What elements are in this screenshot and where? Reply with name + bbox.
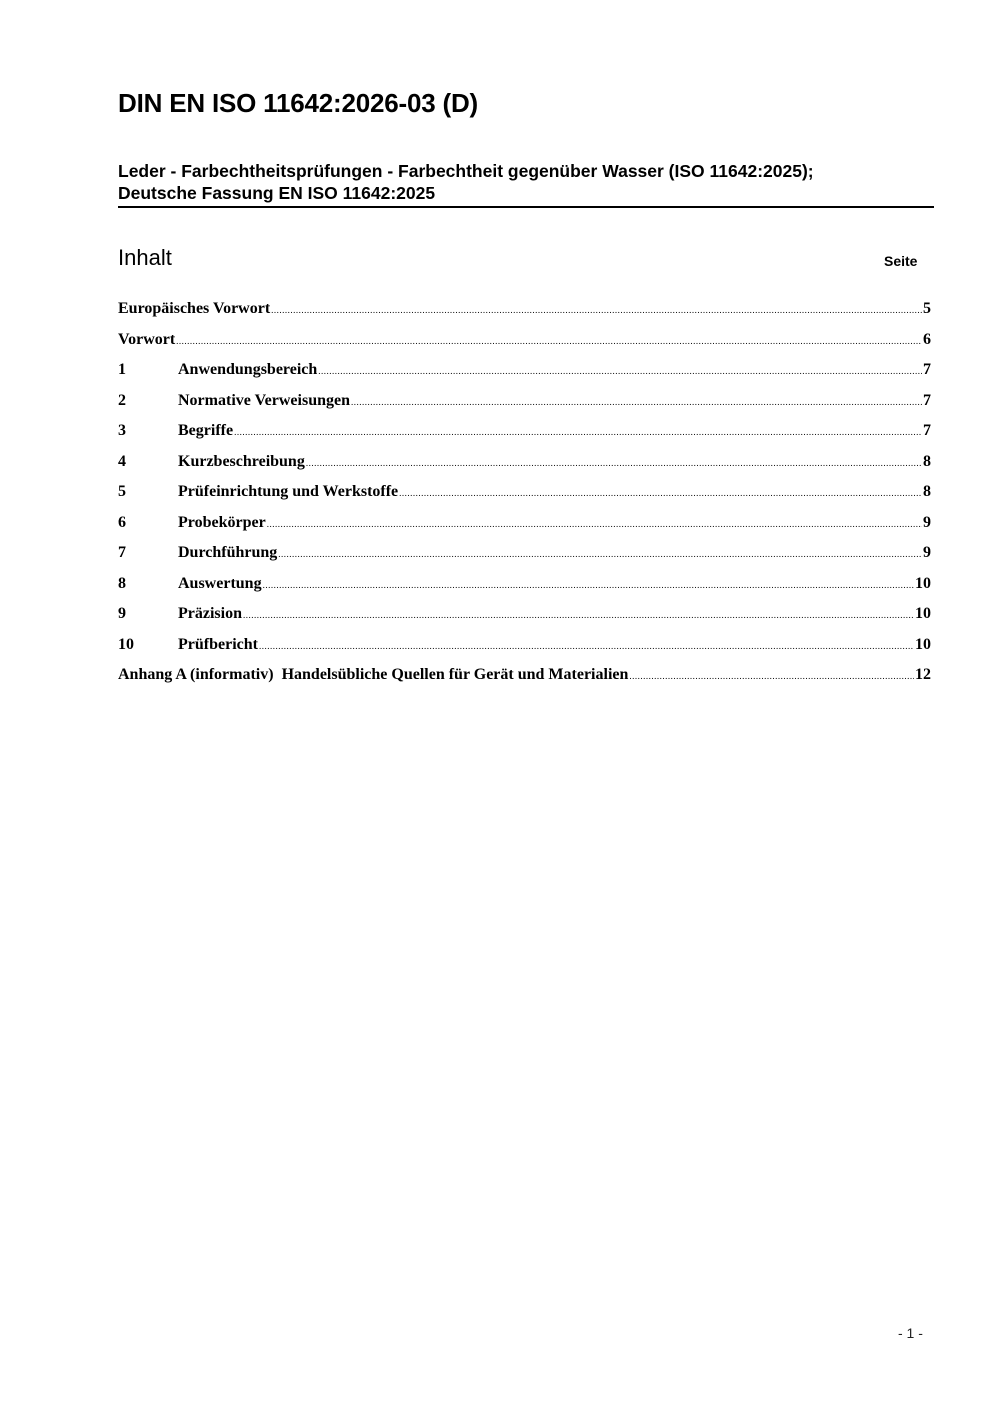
toc-entry-vorwort[interactable] (118, 331, 931, 362)
toc-entry-number: 3 (118, 422, 126, 439)
toc-entry-page: 7 (923, 391, 931, 409)
toc-entry-title: Probekörper (178, 513, 266, 531)
toc-entry-praezision[interactable] (118, 605, 931, 636)
table-of-contents (118, 300, 931, 697)
toc-entry-number: 8 (118, 574, 126, 592)
toc-entry-number: 1 (118, 361, 126, 378)
toc-dot-leader (399, 488, 922, 498)
toc-entry-pruefeinrichtung[interactable] (118, 483, 931, 514)
toc-entry-page: 9 (923, 513, 931, 531)
toc-entry-title: Anwendungsbereich (178, 361, 318, 378)
toc-entry-title: Anhang A (informativ) Handelsübliche Quellen für Gerät und Materialien (118, 666, 629, 683)
toc-entry-title: Prüfbericht (178, 635, 258, 653)
toc-entry-title: Vorwort (118, 330, 176, 348)
toc-entry-number: 9 (118, 605, 126, 622)
toc-dot-leader (318, 366, 922, 376)
toc-dot-leader (278, 549, 922, 559)
toc-entry-probekoerper[interactable] (118, 514, 931, 545)
toc-entry-page: 10 (915, 605, 931, 622)
subtitle-line-2: Deutsche Fassung EN ISO 11642:2025 (118, 183, 436, 203)
toc-entry-page: 12 (915, 666, 931, 683)
toc-entry-title: Durchführung (178, 544, 278, 561)
toc-entry-pruefbericht[interactable] (118, 636, 931, 667)
toc-entry-page: 7 (923, 361, 931, 378)
document-subtitle (118, 160, 934, 208)
toc-entry-number: 2 (118, 391, 126, 409)
toc-entry-page: 7 (923, 422, 931, 439)
toc-entry-number: 10 (118, 635, 134, 653)
toc-entry-anwendungsbereich[interactable] (118, 361, 931, 392)
toc-entry-title: Kurzbeschreibung (178, 452, 305, 470)
toc-dot-leader (263, 580, 914, 590)
toc-dot-leader (351, 397, 922, 407)
toc-entry-number: 6 (118, 513, 126, 531)
toc-dot-leader (243, 610, 914, 620)
toc-entry-page: 10 (915, 635, 931, 653)
toc-entry-begriffe[interactable] (118, 422, 931, 453)
toc-entry-title: Präzision (178, 605, 242, 622)
toc-entry-page: 5 (923, 300, 931, 317)
toc-entry-number: 4 (118, 452, 126, 470)
toc-dot-leader (629, 671, 914, 681)
toc-dot-leader (259, 641, 914, 651)
subtitle-line-1: Leder - Farbechtheitsprüfungen - Farbechtheit gegenüber Wasser (ISO 11642:2025); (118, 161, 814, 181)
toc-entry-kurzbeschreibung[interactable] (118, 453, 931, 484)
toc-entry-title: Prüfeinrichtung und Werkstoffe (178, 483, 399, 500)
toc-entry-durchfuehrung[interactable] (118, 544, 931, 575)
toc-dot-leader (176, 336, 922, 346)
toc-entry-page: 8 (923, 483, 931, 500)
toc-page-column-label: Seite (884, 253, 918, 269)
toc-entry-title: Begriffe (178, 422, 234, 439)
page-number: - 1 - (898, 1325, 923, 1341)
toc-dot-leader (267, 519, 922, 529)
toc-entry-title: Europäisches Vorwort (118, 300, 271, 317)
toc-entry-auswertung[interactable] (118, 575, 931, 606)
toc-dot-leader (306, 458, 922, 468)
toc-entry-europaeisches-vorwort[interactable] (118, 300, 931, 331)
toc-entry-title: Auswertung (178, 574, 262, 592)
toc-dot-leader (234, 427, 922, 437)
toc-entry-page: 6 (923, 330, 931, 348)
toc-entry-page: 8 (923, 452, 931, 470)
toc-entry-page: 9 (923, 544, 931, 561)
toc-entry-number: 7 (118, 544, 126, 561)
document-title: DIN EN ISO 11642:2026-03 (D) (118, 88, 479, 118)
toc-entry-page: 10 (915, 574, 931, 592)
toc-entry-title: Normative Verweisungen (178, 391, 350, 409)
toc-heading: Inhalt (118, 245, 172, 270)
toc-entry-anhang-a[interactable] (118, 666, 931, 697)
toc-entry-number: 5 (118, 483, 126, 500)
toc-entry-normative-verweisungen[interactable] (118, 392, 931, 423)
toc-dot-leader (271, 305, 922, 315)
